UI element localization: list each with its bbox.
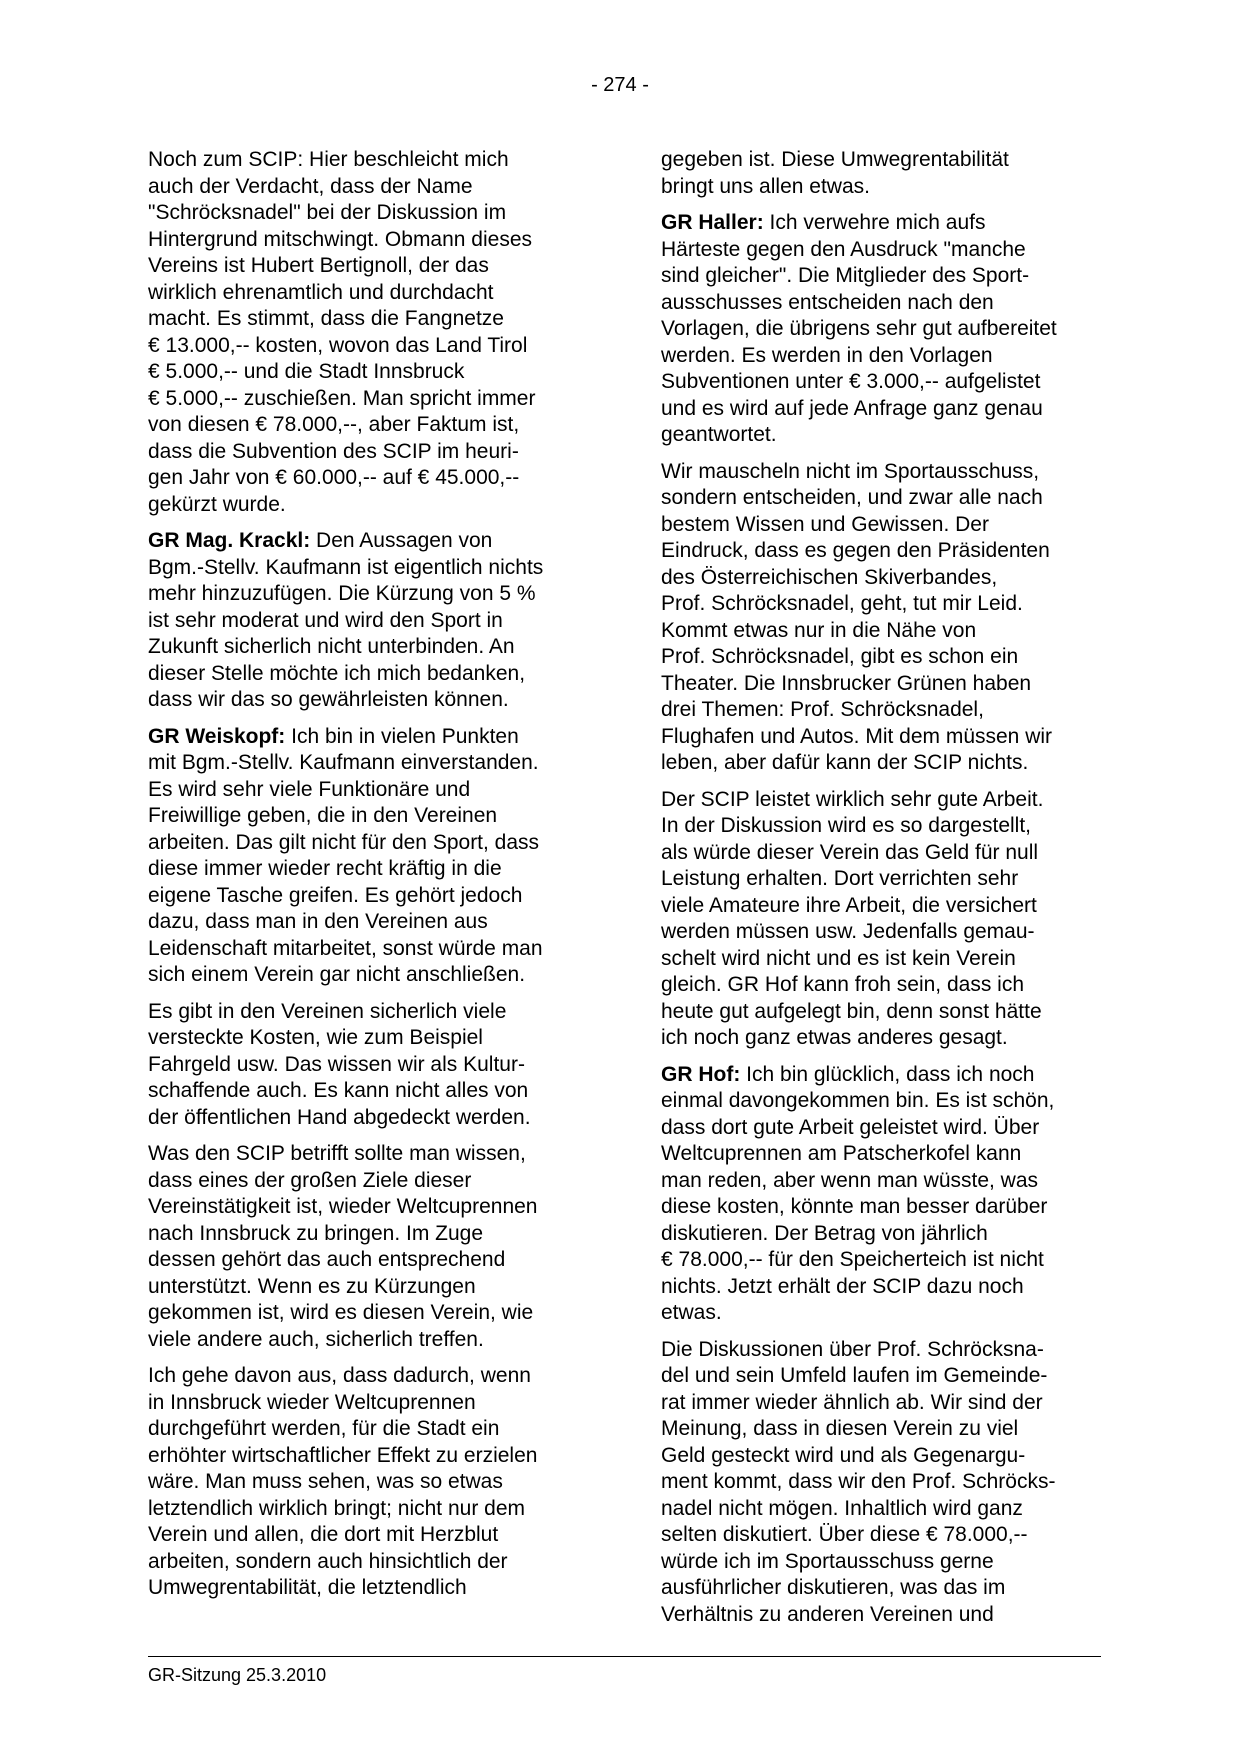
- text-line: Zukunft sicherlich nicht unterbinden. An: [148, 635, 515, 658]
- text-line: mit Bgm.-Stellv. Kaufmann einverstanden.: [148, 751, 539, 774]
- text-line: schaffende auch. Es kann nicht alles von: [148, 1079, 529, 1102]
- text-line: wirklich ehrenamtlich und durchdacht: [148, 280, 494, 304]
- text-line: diskutieren. Der Betrag von jährlich: [661, 1221, 988, 1245]
- text-line: € 13.000,-- kosten, wovon das Land Tirol: [148, 333, 528, 357]
- text-line: dieser Stelle möchte ich mich bedanken,: [148, 661, 526, 685]
- text-line: auch der Verdacht, dass der Name: [148, 174, 473, 198]
- text-line: Verein und allen, die dort mit Herzblut: [148, 1523, 499, 1546]
- text-line: ich noch ganz etwas anderes gesagt.: [661, 1026, 1008, 1049]
- text-line: dazu, dass man in den Vereinen aus: [148, 910, 488, 933]
- text-line: diese immer wieder recht kräftig in die: [148, 857, 502, 880]
- text-line: rat immer wieder ähnlich ab. Wir sind der: [661, 1390, 1043, 1414]
- text-line: In der Diskussion wird es so dargestellt,: [661, 814, 1031, 837]
- speech-text: Ich bin glücklich, dass ich noch: [740, 1062, 1035, 1086]
- text-line: dass eines der großen Ziele dieser: [148, 1168, 472, 1192]
- text-line: Wir mauscheln nicht im Sportausschuss,: [661, 459, 1040, 483]
- text-line: versteckte Kosten, wie zum Beispiel: [148, 1026, 483, 1049]
- text-line: unterstützt. Wenn es zu Kürzungen: [148, 1274, 476, 1298]
- text-line: ausschusses entscheiden nach den: [661, 290, 994, 314]
- text-line: leben, aber dafür kann der SCIP nichts.: [661, 751, 1029, 774]
- text-line: Der SCIP leistet wirklich sehr gute Arbeit.: [661, 787, 1044, 811]
- left-column: [148, 147, 593, 1612]
- text-line: [148, 528, 593, 555]
- text-line: bringt uns allen etwas.: [661, 174, 870, 198]
- text-line: mehr hinzuzufügen. Die Kürzung von 5 %: [148, 582, 536, 605]
- text-line: Vereins ist Hubert Bertignoll, der das: [148, 254, 489, 277]
- body-paragraph: [148, 999, 593, 1132]
- text-line: werden müssen usw. Jedenfalls gemau-: [661, 920, 1035, 943]
- text-line: Bgm.-Stellv. Kaufmann ist eigentlich nichts: [148, 555, 544, 579]
- text-line: würde ich im Sportausschuss gerne: [661, 1549, 994, 1573]
- text-line: sind gleicher". Die Mitglieder des Sport-: [661, 264, 1030, 287]
- speech-paragraph: [148, 724, 593, 989]
- text-line: nach Innsbruck zu bringen. Im Zuge: [148, 1221, 484, 1245]
- text-line: arbeiten. Das gilt nicht für den Sport, dass: [148, 830, 540, 854]
- speaker-name: GR Hof:: [661, 1062, 741, 1086]
- text-line: Hintergrund mitschwingt. Obmann dieses: [148, 227, 533, 251]
- text-line: Prof. Schröcksnadel, gibt es schon ein: [661, 645, 1019, 668]
- body-paragraph: [661, 1337, 1106, 1629]
- right-column: [661, 147, 1106, 1638]
- text-line: del und sein Umfeld laufen im Gemeinde-: [661, 1364, 1048, 1387]
- text-line: gegeben ist. Diese Umwegrentabilität: [661, 148, 1009, 171]
- text-line: Es gibt in den Vereinen sicherlich viele: [148, 999, 507, 1023]
- text-line: [148, 724, 593, 751]
- body-paragraph: [148, 147, 593, 518]
- text-line: ment kommt, dass wir den Prof. Schröcks-: [661, 1470, 1056, 1493]
- speech-paragraph: [661, 1062, 1106, 1327]
- text-line: Prof. Schröcksnadel, geht, tut mir Leid.: [661, 592, 1023, 615]
- text-line: [661, 210, 1106, 237]
- text-line: dass wir das so gewährleisten können.: [148, 688, 509, 711]
- text-line: Flughafen und Autos. Mit dem müssen wir: [661, 724, 1053, 748]
- text-line: in Innsbruck wieder Weltcuprennen: [148, 1390, 476, 1414]
- text-line: ist sehr moderat und wird den Sport in: [148, 608, 503, 632]
- text-line: wäre. Man muss sehen, was so etwas: [148, 1470, 503, 1493]
- text-line: drei Themen: Prof. Schröcksnadel,: [661, 698, 984, 721]
- text-line: und es wird auf jede Anfrage ganz genau: [661, 396, 1043, 420]
- text-line: Verhältnis zu anderen Vereinen und: [661, 1602, 994, 1626]
- text-line: Eindruck, dass es gegen den Präsidenten: [661, 539, 1050, 562]
- text-line: Noch zum SCIP: Hier beschleicht mich: [148, 148, 509, 171]
- text-line: heute gut aufgelegt bin, denn sonst hätte: [661, 999, 1042, 1023]
- text-line: des Österreichischen Skiverbandes,: [661, 565, 998, 589]
- text-line: Leistung erhalten. Dort verrichten sehr: [661, 867, 1019, 890]
- text-line: € 5.000,-- und die Stadt Innsbruck: [148, 360, 465, 383]
- text-line: Subventionen unter € 3.000,-- aufgelistet: [661, 370, 1041, 393]
- text-line: Fahrgeld usw. Das wissen wir als Kultur-: [148, 1052, 525, 1076]
- text-line: selten diskutiert. Über diese € 78.000,--: [661, 1523, 1028, 1546]
- text-line: als würde dieser Verein das Geld für null: [661, 840, 1039, 864]
- text-line: sondern entscheiden, und zwar alle nach: [661, 486, 1043, 509]
- text-line: Umwegrentabilität, die letztendlich: [148, 1576, 467, 1599]
- speaker-name: GR Haller:: [661, 211, 764, 234]
- speech-paragraph: [148, 528, 593, 714]
- text-line: erhöhter wirtschaftlicher Effekt zu erzielen: [148, 1443, 538, 1467]
- text-line: man reden, aber wenn man wüsste, was: [661, 1168, 1039, 1192]
- text-line: dass die Subvention des SCIP im heuri-: [148, 439, 519, 463]
- text-line: eigene Tasche greifen. Es gehört jedoch: [148, 883, 523, 907]
- text-line: Theater. Die Innsbrucker Grünen haben: [661, 671, 1032, 695]
- text-line: Meinung, dass in diesen Verein zu viel: [661, 1417, 1019, 1440]
- body-paragraph: [148, 1141, 593, 1353]
- text-line: € 5.000,-- zuschießen. Man spricht immer: [148, 386, 536, 410]
- text-line: nadel nicht mögen. Inhaltlich wird ganz: [661, 1496, 1023, 1520]
- text-line: bestem Wissen und Gewissen. Der: [661, 512, 989, 536]
- footer-session-date: GR-Sitzung 25.3.2010: [148, 1665, 327, 1685]
- body-paragraph: [661, 147, 1106, 200]
- text-line: Leidenschaft mitarbeitet, sonst würde man: [148, 936, 543, 960]
- text-line: letztendlich wirklich bringt; nicht nur dem: [148, 1496, 525, 1520]
- text-line: Weltcuprennen am Patscherkofel kann: [661, 1142, 1022, 1165]
- speech-text: Ich bin in vielen Punkten: [285, 724, 519, 748]
- text-line: werden. Es werden in den Vorlagen: [661, 343, 993, 367]
- text-line: Kommt etwas nur in die Nähe von: [661, 618, 977, 642]
- text-line: gen Jahr von € 60.000,-- auf € 45.000,--: [148, 466, 520, 489]
- text-line: arbeiten, sondern auch hinsichtlich der: [148, 1549, 508, 1573]
- text-line: Es wird sehr viele Funktionäre und: [148, 777, 471, 801]
- text-line: [661, 1062, 1106, 1089]
- text-line: dass dort gute Arbeit geleistet wird. Über: [661, 1115, 1040, 1139]
- text-line: Vorlagen, die übrigens sehr gut aufbereitet: [661, 317, 1057, 340]
- text-line: Freiwillige geben, die in den Vereinen: [148, 804, 498, 827]
- text-line: der öffentlichen Hand abgedeckt werden.: [148, 1105, 531, 1129]
- text-line: ausführlicher diskutieren, was das im: [661, 1576, 1006, 1599]
- text-line: Geld gesteckt wird und als Gegenargu-: [661, 1443, 1026, 1467]
- body-paragraph: [148, 1363, 593, 1602]
- speech-text: Ich verwehre mich aufs: [763, 211, 986, 234]
- speaker-name: GR Mag. Krackl:: [148, 529, 311, 552]
- text-line: Die Diskussionen über Prof. Schröcksna-: [661, 1337, 1044, 1361]
- text-line: nichts. Jetzt erhält der SCIP dazu noch: [661, 1274, 1024, 1298]
- text-line: schelt wird nicht und es ist kein Verein: [661, 946, 1016, 970]
- text-line: sich einem Verein gar nicht anschließen.: [148, 963, 526, 986]
- text-line: etwas.: [661, 1301, 722, 1324]
- text-line: dessen gehört das auch entsprechend: [148, 1248, 506, 1271]
- footer-divider: [148, 1656, 1101, 1657]
- text-line: macht. Es stimmt, dass die Fangnetze: [148, 307, 504, 330]
- text-line: geantwortet.: [661, 423, 777, 446]
- body-paragraph: [661, 459, 1106, 777]
- text-line: Härteste gegen den Ausdruck "manche: [661, 237, 1026, 261]
- text-line: Ich gehe davon aus, dass dadurch, wenn: [148, 1364, 531, 1387]
- text-line: gekürzt wurde.: [148, 492, 286, 516]
- text-line: diese kosten, könnte man besser darüber: [661, 1195, 1048, 1218]
- text-line: gleich. GR Hof kann froh sein, dass ich: [661, 973, 1025, 996]
- text-line: "Schröcksnadel" bei der Diskussion im: [148, 201, 507, 224]
- text-line: gekommen ist, wird es diesen Verein, wie: [148, 1301, 534, 1324]
- text-line: durchgeführt werden, für die Stadt ein: [148, 1417, 500, 1440]
- text-line: viele andere auch, sicherlich treffen.: [148, 1327, 484, 1351]
- speech-text: Den Aussagen von: [310, 529, 493, 552]
- text-line: Was den SCIP betrifft sollte man wissen,: [148, 1142, 526, 1165]
- speaker-name: GR Weiskopf:: [148, 724, 286, 748]
- speech-paragraph: [661, 210, 1106, 449]
- text-line: Vereinstätigkeit ist, wieder Weltcuprennen: [148, 1195, 538, 1218]
- text-line: € 78.000,-- für den Speicherteich ist nicht: [661, 1248, 1044, 1271]
- text-line: von diesen € 78.000,--, aber Faktum ist,: [148, 413, 520, 436]
- text-line: viele Amateure ihre Arbeit, die versichert: [661, 893, 1037, 917]
- page-number: - 274 -: [591, 74, 649, 96]
- body-paragraph: [661, 787, 1106, 1052]
- text-line: einmal davongekommen bin. Es ist schön,: [661, 1089, 1055, 1112]
